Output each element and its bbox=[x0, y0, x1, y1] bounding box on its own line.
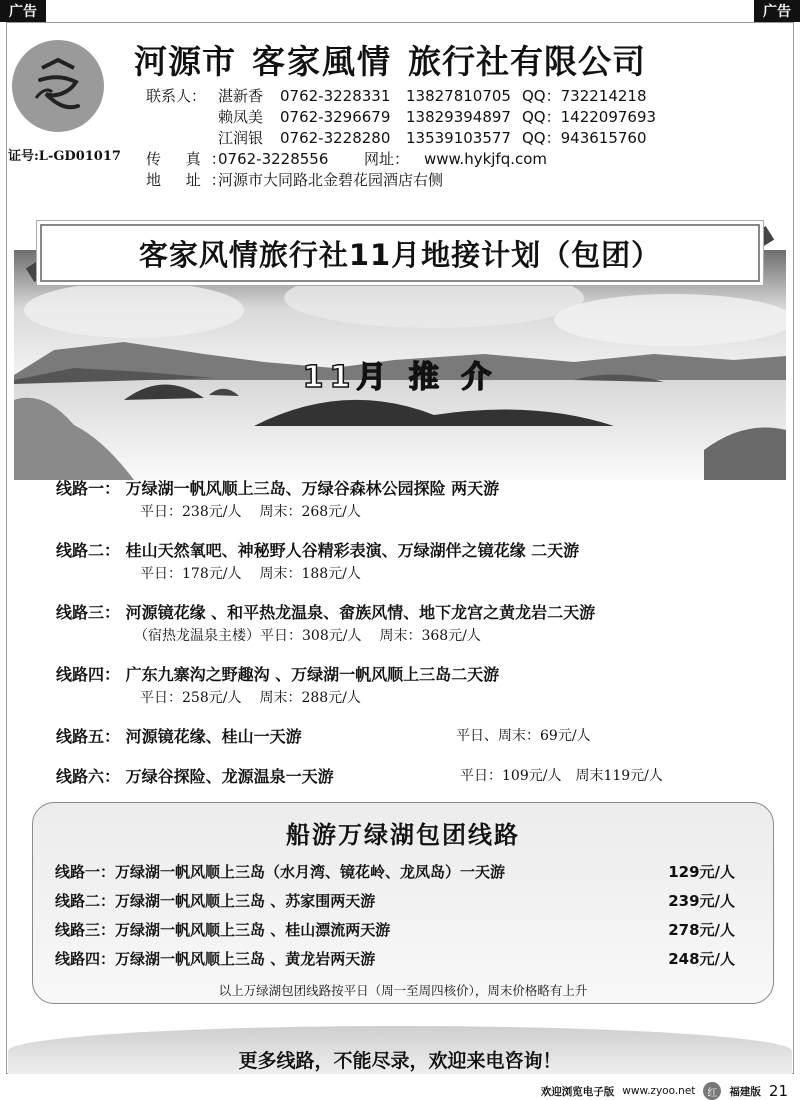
contact-name: 湛新香 bbox=[218, 87, 264, 105]
contact-tel: 0762-3228331 bbox=[280, 87, 391, 105]
page-footer bbox=[541, 1082, 788, 1100]
contact-name: 赖凤美 bbox=[218, 108, 264, 126]
route-title: 线路四： 广东九寨沟之野趣沟 、万绿湖一帆风顺上三岛二天游 bbox=[56, 665, 500, 684]
route-price: 平日：258元/人 周末：288元/人 bbox=[140, 690, 361, 706]
browse-text: 欢迎浏览电子版 bbox=[540, 1085, 615, 1098]
contact-tel: 0762-3228280 bbox=[280, 129, 391, 147]
license-number: 证号:L-GD01017 bbox=[8, 149, 121, 164]
route-item bbox=[56, 476, 499, 521]
route-title: 线路三： 河源镜花缘 、和平热龙温泉、畲族风情、地下龙宫之黄龙岩二天游 bbox=[56, 603, 596, 622]
company-prefix: 河源市 bbox=[134, 42, 236, 81]
cruise-price: 239元/人 bbox=[668, 892, 735, 910]
logo-glyph-icon bbox=[12, 40, 104, 132]
contact-tel: 0762-3296679 bbox=[280, 108, 391, 126]
fax-label: 传 真： bbox=[146, 150, 236, 168]
route-price: 平日：238元/人 周末：268元/人 bbox=[140, 504, 361, 520]
address-label: 地 址： bbox=[146, 171, 236, 189]
route-price: 平日：178元/人 周末：188元/人 bbox=[140, 566, 361, 582]
fax-row bbox=[146, 149, 656, 170]
site-link[interactable]: www.zyoo.net bbox=[622, 1085, 696, 1097]
route-title: 线路一： 万绿湖一帆风顺上三岛、万绿谷森林公园探险 两天游 bbox=[56, 479, 500, 498]
website-link[interactable]: www.hykjfq.com bbox=[424, 150, 548, 168]
address-text: 河源市大同路北金碧花园酒店右侧 bbox=[218, 171, 444, 189]
contact-block bbox=[146, 86, 656, 191]
cruise-line: 线路一：万绿湖一帆风顺上三岛（水月湾、镜花岭、龙凤岛）一天游 129元/人 bbox=[55, 863, 735, 881]
address-row bbox=[146, 170, 656, 191]
promo-heading: 11月 推 介 bbox=[302, 360, 498, 395]
contact-name: 江润银 bbox=[218, 129, 264, 147]
banner-title: 客家风情旅行社11月地接计划（包团） bbox=[138, 237, 662, 272]
contact-row bbox=[146, 86, 656, 107]
fax-number: 0762-3228556 bbox=[218, 150, 329, 168]
cruise-line: 线路三：万绿湖一帆风顺上三岛 、桂山漂流两天游 278元/人 bbox=[55, 921, 735, 939]
cruise-price: 129元/人 bbox=[668, 863, 735, 881]
route-price: 平日、周末：69元/人 bbox=[456, 728, 591, 744]
route-item bbox=[56, 538, 579, 583]
contact-qq: QQ：943615760 bbox=[522, 129, 647, 147]
route-title: 线路五： 河源镜花缘、桂山一天游 bbox=[56, 727, 302, 746]
company-name bbox=[134, 36, 646, 83]
web-label: 网址： bbox=[364, 150, 410, 168]
contact-mobile: 13829394897 bbox=[406, 108, 511, 126]
plan-banner bbox=[14, 210, 786, 310]
edition-label: 福建版 bbox=[729, 1085, 761, 1098]
banner-box bbox=[40, 224, 760, 282]
route-item bbox=[56, 600, 595, 645]
route-price: （宿热龙温泉主楼）平日：308元/人 周末：368元/人 bbox=[134, 628, 481, 644]
company-suffix: 旅行社有限公司 bbox=[408, 42, 646, 81]
company-logo bbox=[12, 40, 104, 132]
more-routes-text: 更多线路，不能尽录，欢迎来电咨询！ bbox=[238, 1050, 562, 1072]
contact-qq: QQ：732214218 bbox=[522, 87, 647, 105]
contact-row bbox=[146, 128, 656, 149]
cruise-price: 278元/人 bbox=[668, 921, 735, 939]
cruise-title: 船游万绿湖包团线路 bbox=[286, 821, 520, 849]
page-number: 21 bbox=[768, 1082, 788, 1100]
route-title: 线路二： 桂山天然氧吧、神秘野人谷精彩表演、万绿湖伴之镜花缘 二天游 bbox=[56, 541, 580, 560]
cruise-note: 以上万绿湖包团线路按平日（周一至周四核价），周末价格略有上升 bbox=[218, 983, 588, 998]
cruise-line: 线路二：万绿湖一帆风顺上三岛 、苏家围两天游 239元/人 bbox=[55, 892, 735, 910]
contact-mobile: 13827810705 bbox=[406, 87, 511, 105]
company-brand: 客家風情 bbox=[252, 42, 392, 81]
contact-qq: QQ：1422097693 bbox=[522, 108, 657, 126]
cruise-line: 线路四：万绿湖一帆风顺上三岛 、黄龙岩两天游 248元/人 bbox=[55, 950, 735, 968]
ad-tag-left: 广告 bbox=[0, 0, 46, 22]
contact-label: 联系人： bbox=[146, 87, 207, 105]
contact-mobile: 13539103577 bbox=[406, 129, 511, 147]
route-title: 线路六： 万绿谷探险、龙源温泉一天游 bbox=[56, 767, 334, 786]
contact-row bbox=[146, 107, 656, 128]
cruise-price: 248元/人 bbox=[668, 950, 735, 968]
ad-tag-right: 广告 bbox=[754, 0, 800, 22]
cruise-package-box bbox=[32, 802, 774, 1004]
route-item bbox=[56, 662, 499, 707]
route-price: 平日：109元/人 周末119元/人 bbox=[460, 768, 663, 784]
route-item bbox=[56, 724, 776, 747]
route-item bbox=[56, 764, 776, 787]
seal-icon: 红 bbox=[703, 1082, 721, 1100]
